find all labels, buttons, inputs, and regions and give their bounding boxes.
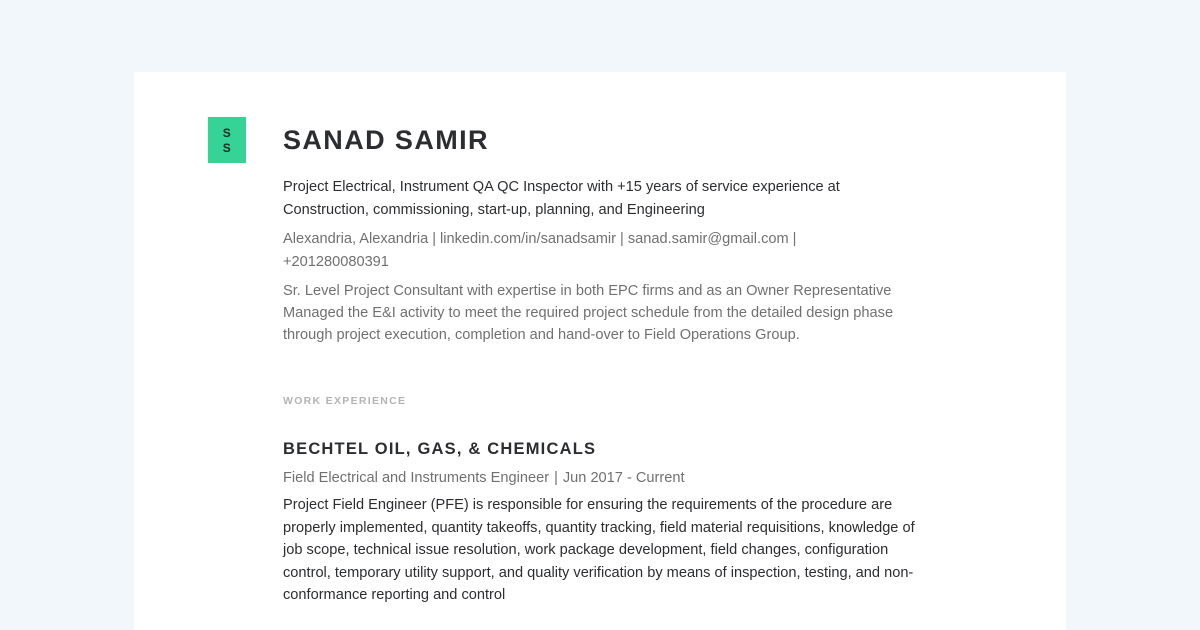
monogram-initial-last: S <box>222 140 232 155</box>
monogram-initial-first: S <box>222 125 232 140</box>
job-company: BECHTEL OIL, GAS, & CHEMICALS <box>283 440 597 458</box>
professional-summary: Sr. Level Project Consultant with expertise in both EPC firms and as an Owner Representative Managed the E&I activity to meet the required project schedule from the detailed design phase through project execution, completion and hand-over to Field Operations Group. <box>283 283 894 343</box>
job-role-line <box>283 468 923 488</box>
job-entry <box>283 438 923 607</box>
resume-content <box>283 122 923 607</box>
contact-line <box>283 228 923 274</box>
resume-page <box>134 72 1066 630</box>
candidate-name: SANAD SAMIR <box>283 125 489 155</box>
contact-linkedin-link[interactable]: linkedin.com/in/sanadsamir <box>440 231 617 247</box>
work-experience-heading: WORK EXPERIENCE <box>283 395 407 407</box>
contact-email-link[interactable]: sanad.samir@gmail.com <box>627 231 789 247</box>
job-dates: Jun 2017 - Current <box>562 470 685 486</box>
contact-location: Alexandria, Alexandria <box>283 231 429 247</box>
headline: Project Electrical, Instrument QA QC Inspector with +15 years of service experience at Construction, commissioning, start-up, planning, and Engineering <box>283 179 840 218</box>
contact-separator: | <box>620 231 624 247</box>
job-title: Field Electrical and Instruments Engineer <box>283 470 550 486</box>
monogram-badge <box>208 117 246 163</box>
contact-separator: | <box>432 231 437 247</box>
contact-phone: +201280080391 <box>283 254 389 270</box>
job-description: Project Field Engineer (PFE) is responsible for ensuring the requirements of the procedure are properly implemented, quantity takeoffs, quantity tracking, field material requisitions, knowledge of job scope, technical issue resolution, work package development, field changes, configuration control, temporary utility support, and quality verification by means of inspection, testing, and non-conformance reporting and control <box>283 497 915 603</box>
contact-separator: | <box>792 231 797 247</box>
job-separator: | <box>554 470 558 486</box>
